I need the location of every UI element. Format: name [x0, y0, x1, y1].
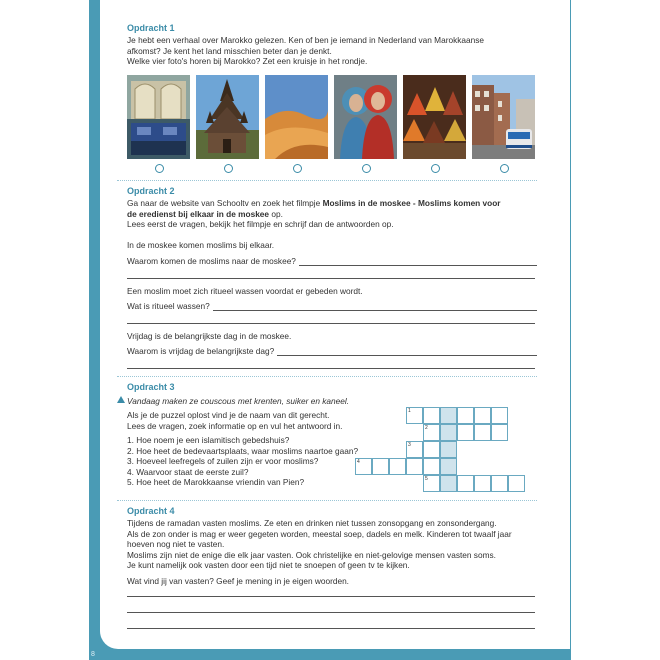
crossword-cell[interactable]	[423, 458, 440, 475]
crossword-number: 3	[408, 442, 411, 448]
crossword-cell[interactable]	[406, 407, 423, 424]
answer-line[interactable]	[127, 323, 535, 324]
crossword-cell[interactable]	[440, 441, 457, 458]
question-2	[127, 301, 537, 311]
opdracht-3-intro	[127, 410, 407, 431]
crossword-cell[interactable]	[440, 424, 457, 441]
crossword-cell[interactable]	[440, 407, 457, 424]
section-divider	[117, 500, 537, 501]
opdracht-4-line: Als de zon onder is mag er weer gegeten worden, meestal soep, dadels en melk. Kinderen tot twaalf jaar	[127, 528, 512, 539]
opdracht-3-line: Lees de vragen, zoek informatie op en vul het antwoord in.	[127, 420, 343, 431]
answer-line[interactable]	[127, 612, 535, 613]
opdracht-2-intro: de eredienst bij elkaar in de moskee op.	[127, 208, 283, 219]
photo-row	[127, 75, 535, 175]
crossword-cell[interactable]	[423, 475, 440, 492]
crossword-cell[interactable]	[423, 407, 440, 424]
answer-circle[interactable]	[224, 164, 233, 173]
answer-line[interactable]	[213, 302, 537, 311]
opdracht-3-line: Als je de puzzel oplost vind je de naam van dit gerecht.	[127, 410, 330, 420]
crossword-question: 3. Hoeveel leefregels of zuilen zijn er voor moslims?	[127, 456, 319, 467]
answer-line[interactable]	[277, 347, 537, 356]
answer-circle[interactable]	[155, 164, 164, 173]
crossword-cell[interactable]	[355, 458, 372, 475]
answer-circle[interactable]	[500, 164, 509, 173]
opdracht-1-title: Opdracht 1	[127, 23, 175, 33]
opdracht-1	[127, 23, 542, 67]
answer-line[interactable]	[127, 278, 535, 279]
crossword-cell[interactable]	[457, 424, 474, 441]
triangle-icon	[117, 396, 125, 403]
opdracht-2-intro: Ga naar de website van Schooltv en zoek het filmpje Moslims in de moskee - Moslims komen voor	[127, 198, 501, 208]
crossword-number: 4	[357, 459, 360, 465]
desert-photo	[265, 75, 328, 159]
answer-line[interactable]	[127, 628, 535, 629]
statement-1: In de moskee komen moslims bij elkaar.	[127, 240, 275, 250]
opdracht-2	[127, 186, 542, 230]
crossword-question: 5. Hoe heet de Marokkaanse vriendin van Pien?	[127, 477, 305, 488]
crossword-cell[interactable]	[457, 475, 474, 492]
opdracht-4-question: Wat vind jij van vasten? Geef je mening in je eigen woorden.	[127, 576, 349, 586]
opdracht-3-italic: Vandaag maken ze couscous met krenten, suiker en kaneel.	[127, 396, 349, 406]
opdracht-1-line: afkomst? Je kent het land misschien beter dan je denkt.	[127, 45, 332, 56]
spices-photo	[403, 75, 466, 159]
answer-line[interactable]	[127, 368, 535, 369]
city-tram-photo	[472, 75, 535, 159]
crossword-cell[interactable]	[389, 458, 406, 475]
crossword-cell[interactable]	[423, 441, 440, 458]
crossword-cell[interactable]	[474, 475, 491, 492]
question-1-text: Waarom komen de moslims naar de moskee?	[127, 256, 296, 266]
opdracht-4-line: Je kunt namelijk ook vasten door een tijd niet te snoepen of geen tv te kijken.	[127, 560, 410, 571]
answer-circle[interactable]	[362, 164, 371, 173]
crossword-cell[interactable]	[406, 441, 423, 458]
crossword-cell[interactable]	[491, 424, 508, 441]
opdracht-4-line: hoeven nog niet te vasten.	[127, 539, 225, 550]
statement-2: Een moslim moet zich ritueel wassen voordat er gebeden wordt.	[127, 286, 363, 296]
crossword-cell[interactable]	[440, 458, 457, 475]
answer-line[interactable]	[299, 257, 537, 266]
question-2-text: Wat is ritueel wassen?	[127, 301, 210, 311]
crossword-cell[interactable]	[491, 407, 508, 424]
crossword-cell[interactable]	[474, 424, 491, 441]
opdracht-4-line: Tijdens de ramadan vasten moslims. Ze eten en drinken niet tussen zonsopgang en zonsondergang.	[127, 518, 497, 528]
women-headscarf-photo	[334, 75, 397, 159]
crossword-question: 2. Hoe heet de bedevaartsplaats, waar moslims naartoe gaan?	[127, 445, 359, 456]
answer-line[interactable]	[127, 596, 535, 597]
opdracht-4-line: Moslims zijn niet de enige die elk jaar vasten. Ook christelijke en niet-gelovige mensen vasten soms.	[127, 549, 496, 560]
opdracht-1-line: Je hebt een verhaal over Marokko gelezen. Ken of ben je iemand in Nederland van Marokkaanse	[127, 35, 484, 45]
crossword-cell[interactable]	[457, 407, 474, 424]
crossword-cell[interactable]	[406, 458, 423, 475]
opdracht-4-title: Opdracht 4	[127, 506, 175, 516]
answer-circle[interactable]	[431, 164, 440, 173]
opdracht-2-intro: Lees eerst de vragen, bekijk het filmpje en schrijf dan de antwoorden op.	[127, 219, 394, 230]
section-divider	[117, 376, 537, 377]
opdracht-2-title: Opdracht 2	[127, 186, 175, 196]
stave-church-photo	[196, 75, 259, 159]
interior-photo	[127, 75, 190, 159]
section-divider	[117, 180, 537, 181]
crossword-cell[interactable]	[372, 458, 389, 475]
crossword-cell[interactable]	[423, 424, 440, 441]
opdracht-3-title: Opdracht 3	[127, 382, 175, 392]
opdracht-3	[127, 382, 542, 394]
question-3-text: Waarom is vrijdag de belangrijkste dag?	[127, 346, 275, 356]
statement-3: Vrijdag is de belangrijkste dag in de moskee.	[127, 331, 292, 341]
crossword-number: 5	[425, 476, 428, 482]
opdracht-4	[127, 506, 542, 571]
crossword-number: 1	[408, 408, 411, 414]
crossword-cell[interactable]	[491, 475, 508, 492]
question-1	[127, 256, 537, 266]
answer-circle[interactable]	[293, 164, 302, 173]
crossword-questions	[127, 435, 367, 488]
question-3	[127, 346, 537, 356]
crossword-cell[interactable]	[474, 407, 491, 424]
crossword-cell[interactable]	[440, 475, 457, 492]
crossword-question: 4. Waarvoor staat de eerste zuil?	[127, 466, 249, 477]
crossword-cell[interactable]	[508, 475, 525, 492]
opdracht-1-line: Welke vier foto's horen bij Marokko? Zet een kruisje in het rondje.	[127, 56, 368, 67]
crossword-number: 2	[425, 425, 428, 431]
crossword-question: 1. Hoe noem je een islamitisch gebedshuis?	[127, 435, 290, 445]
page-number: 8	[91, 651, 95, 658]
